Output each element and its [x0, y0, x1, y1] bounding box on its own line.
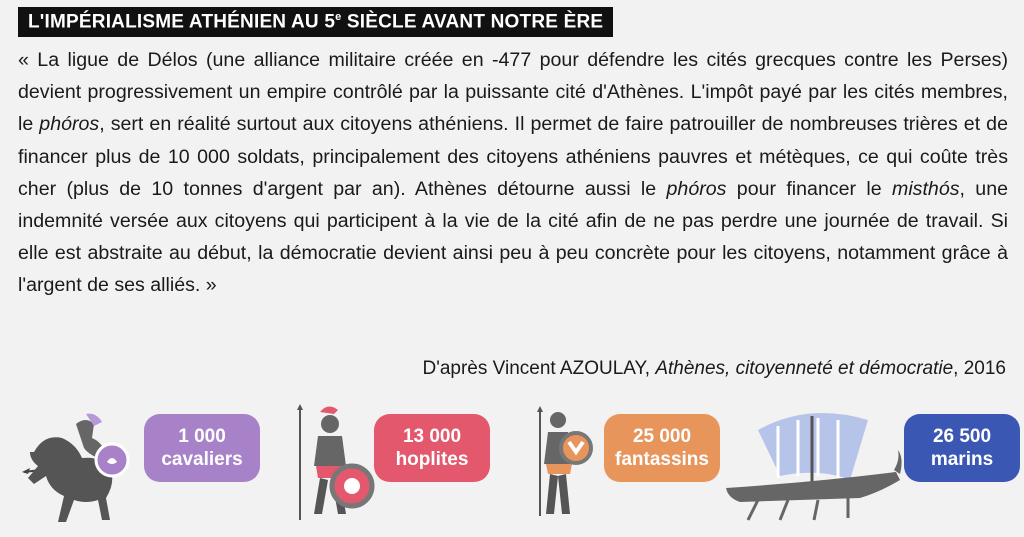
badge-marins: 26 500 marins — [904, 414, 1020, 482]
badge-cavaliers: 1 000 cavaliers — [144, 414, 260, 482]
quote-text: « La ligue de Délos (une alliance militaire créée en -477 pour défendre les cités grecques contre les Perses) devient progressivement un empire contrôlé par la puissante cité d'Athènes. L'impôt payé par les cités membres, le phóros, sert en réalité surtout aux citoyens athéniens. Il permet de faire patrouiller de nombreuses trières et de financer plus de 10 000 soldats, principalement des citoyens athéniens pauvres et métèques, ce qui coûte très cher (plus de 10 tonnes d'argent par an). Athènes détourne aussi le phóros pour financer le misthós, une indemnité versée aux citoyens qui participent à la vie de la cité afin de ne pas perdre une journée de travail. Si elle est abstraite au début, la démocratie devient ainsi peu à peu concrète pour les citoyens, notamment grâce à l'argent de ses alliés. » — [18, 49, 1008, 297]
badge-fantassins: 25 000 fantassins — [604, 414, 720, 482]
source-citation: D'après Vincent AZOULAY, Athènes, citoyenneté et démocratie, 2016 — [422, 358, 1006, 379]
horseman-icon — [14, 412, 134, 524]
badge-hoplites: 13 000 hoplites — [374, 414, 490, 482]
foot-soldier-icon — [528, 406, 598, 522]
document-title: L'IMPÉRIALISME ATHÉNIEN AU 5e SIÈCLE AVANT NOTRE ÈRE — [18, 7, 613, 37]
trireme-icon — [718, 410, 906, 524]
hoplite-icon — [290, 404, 380, 522]
